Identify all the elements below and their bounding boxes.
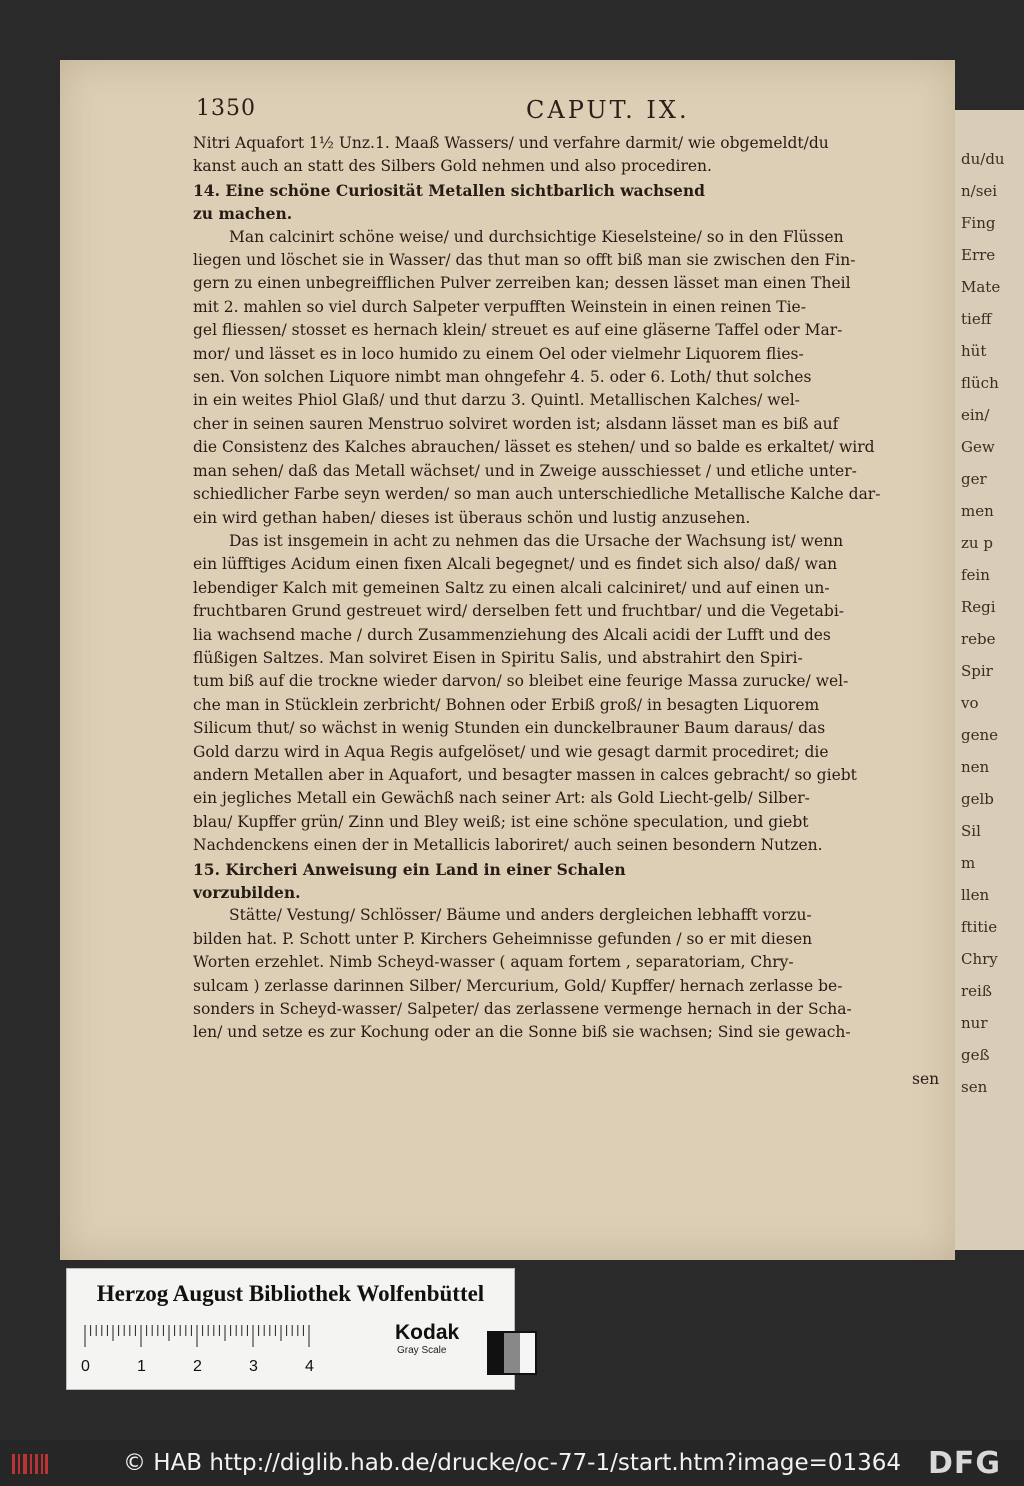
text-line: ein wird gethan haben/ dieses ist überaus schön und lustig anzusehen. xyxy=(193,508,751,527)
paragraph xyxy=(193,530,943,858)
facing-page-fragment: nur xyxy=(961,1014,988,1032)
facing-page-fragment: ein/ xyxy=(961,406,990,424)
facing-page-fragment: sen xyxy=(961,1078,988,1096)
facing-page-fragment: Sil xyxy=(961,822,981,840)
facing-page-fragment: tieff xyxy=(961,310,992,328)
text-line: ein jegliches Metall ein Gewächß nach seiner Art: als Gold Liecht-gelb/ Silber- xyxy=(193,789,810,808)
copyright-url: © HAB http://diglib.hab.de/drucke/oc-77-1/start.htm?image=01364 xyxy=(122,1450,902,1476)
text-line: Nachdenckens einen der in Metallicis laboriret/ auch seinen besondern Nutzen. xyxy=(193,836,823,855)
facing-page-fragment: Regi xyxy=(961,598,996,616)
text-line: sulcam ) zerlasse darinnen Silber/ Mercurium, Gold/ Kupffer/ hernach zerlasse be- xyxy=(193,976,843,995)
text-line: lia wachsend mache / durch Zusammenziehung des Alcali acidi der Lufft und des xyxy=(193,625,831,644)
facing-page-fragment: hüt xyxy=(961,342,987,360)
section-heading-14 xyxy=(193,179,943,226)
text-line: lebendiger Kalch mit gemeinen Saltz zu einen alcali calciniret/ und auf einen un- xyxy=(193,578,830,597)
text-line: flüßigen Saltzes. Man solviret Eisen in Spiritu Salis, und abstrahirt den Spiri- xyxy=(193,648,803,667)
text-line: tum biß auf die trockne wieder darvon/ so bleibet eine feurige Massa zurucke/ wel- xyxy=(193,672,849,691)
ruler-number: 2 xyxy=(193,1358,202,1375)
facing-page-fragment: gene xyxy=(961,726,999,744)
gray-scale-label: Gray Scale xyxy=(397,1345,447,1356)
text-line: ein lüfftiges Acidum einen fixen Alcali begegnet/ und es findet sich also/ daß/ wan xyxy=(193,555,838,574)
text-line: gel fliessen/ stosset es hernach klein/ streuet es auf eine gläserne Taffel oder Mar- xyxy=(193,321,843,340)
facing-page-fragment: vo xyxy=(961,694,979,712)
facing-page-fragment: fein xyxy=(961,566,990,584)
text-line: Nitri Aquafort 1½ Unz.1. Maaß Wassers/ und verfahre darmit/ wie obgemeldt/du xyxy=(193,134,829,152)
paragraph xyxy=(193,904,943,1044)
text-line: liegen und löschet sie in Wasser/ das thut man so offt biß man sie zwischen den Fin- xyxy=(193,251,856,270)
gray-patch xyxy=(520,1333,535,1373)
facing-page-fragment: men xyxy=(961,502,994,520)
text-line: fruchtbaren Grund gestreuet wird/ derselben fett und fruchtbar/ und die Vegetabi- xyxy=(193,602,845,621)
facing-page-fragment: llen xyxy=(961,886,990,904)
text-line: sonders in Scheyd-wasser/ Salpeter/ das zerlassene vermenge hernach in der Scha- xyxy=(193,1000,852,1019)
paragraph xyxy=(193,226,943,530)
text-line: mit 2. mahlen so viel durch Salpeter verpufften Weinstein in einen reinen Tie- xyxy=(193,297,806,316)
text-line: len/ und setze es zur Kochung oder an die Sonne biß sie wachsen; Sind sie gewach- xyxy=(193,1023,851,1042)
gray-scale-patches xyxy=(487,1331,537,1375)
facing-page-fragment: nen xyxy=(961,758,990,776)
heading-line: zu machen. xyxy=(193,204,293,224)
facing-page-fragment: Spir xyxy=(961,662,993,680)
text-line: man sehen/ daß das Metall wächset/ und in Zweige ausschiesset / und etliche unter- xyxy=(193,461,857,480)
catchword: sen xyxy=(912,1070,940,1088)
text-line: bilden hat. P. Schott unter P. Kirchers Geheimnisse gefunden / so er mit diesen xyxy=(193,929,813,948)
text-line: cher in seinen sauren Menstruo solviret worden ist; alsdann lässet man es biß auf xyxy=(193,414,839,433)
text-line: schiedlicher Farbe seyn werden/ so man auch unterschiedliche Metallische Kalche dar- xyxy=(193,485,881,504)
facing-page-fragment: gelb xyxy=(961,790,994,808)
facing-page-fragment: ger xyxy=(961,470,987,488)
page-text xyxy=(193,132,943,1045)
facing-page-fragment: flüch xyxy=(961,374,999,392)
text-line: Worten erzehlet. Nimb Scheyd-wasser ( aquam fortem , separatoriam, Chry- xyxy=(193,953,794,972)
ruler-number: 4 xyxy=(305,1358,314,1375)
section-heading-15 xyxy=(193,858,943,905)
facing-page-fragment: ftitie xyxy=(961,918,998,936)
facing-page-fragment: Mate xyxy=(961,278,1001,296)
text-line: sen. Von solchen Liquore nimbt man ohngefehr 4. 5. oder 6. Loth/ thut solches xyxy=(193,368,812,387)
running-head: CAPUT. IX. xyxy=(526,96,690,124)
facing-page-fragment: Fing xyxy=(961,214,996,232)
facing-page-fragment: geß xyxy=(961,1046,990,1064)
ruler-graphic xyxy=(79,1323,379,1379)
continuation-paragraph xyxy=(193,132,943,179)
text-line: in ein weites Phiol Glaß/ und thut darzu 3. Quintl. Metallischen Kalches/ wel- xyxy=(193,391,800,410)
page-number: 1350 xyxy=(196,96,256,121)
text-line: Stätte/ Vestung/ Schlösser/ Bäume und anders dergleichen lebhafft vorzu- xyxy=(229,906,812,925)
text-line: che man in Stücklein zerbricht/ Bohnen oder Erbiß groß/ in besagten Liquorem xyxy=(193,695,820,714)
ruler-number: 0 xyxy=(81,1358,90,1375)
dfg-logo: DFG xyxy=(928,1446,1002,1481)
heading-line: 14. Eine schöne Curiosität Metallen sichtbarlich wachsend xyxy=(193,180,705,200)
library-name: Herzog August Bibliothek Wolfenbüttel xyxy=(96,1281,485,1306)
scale-ruler xyxy=(79,1323,379,1379)
facing-page-fragment: zu p xyxy=(961,534,993,552)
footer-bar xyxy=(0,1440,1024,1486)
gray-patch xyxy=(504,1333,519,1373)
text-line: Man calcinirt schöne weise/ und durchsichtige Kieselsteine/ so in den Flüssen xyxy=(229,227,844,246)
text-line: mor/ und lässet es in loco humido zu einem Oel oder vielmehr Liquorem flies- xyxy=(193,344,804,363)
facing-page-fragment: m xyxy=(961,854,976,872)
text-line: kanst auch an statt des Silbers Gold nehmen und also procediren. xyxy=(193,157,712,176)
text-line: gern zu einen unbegreifflichen Pulver zerreiben kan; dessen lässet man einen Theil xyxy=(193,274,851,293)
kodak-logo-text: Kodak xyxy=(395,1321,460,1344)
facing-page-fragment: Erre xyxy=(961,246,996,264)
page-header xyxy=(196,96,936,130)
text-line: andern Metallen aber in Aquafort, und besagter massen in calces gebracht/ so giebt xyxy=(193,765,857,784)
text-line: Das ist insgemein in acht zu nehmen das die Ursache der Wachsung ist/ wenn xyxy=(229,531,844,550)
heading-line: 15. Kircheri Anweisung ein Land in einer Schalen xyxy=(193,859,626,879)
facing-page-fragment: reiß xyxy=(961,982,992,1000)
facing-page-fragment: du/du xyxy=(961,150,1005,168)
facing-page-edge xyxy=(955,110,1024,1250)
facing-page-fragment: rebe xyxy=(961,630,996,648)
gray-patch xyxy=(489,1333,504,1373)
text-line: blau/ Kupffer grün/ Zinn und Bley weiß; ist eine schöne speculation, und giebt xyxy=(193,812,809,831)
library-color-card xyxy=(66,1268,515,1390)
heading-line: vorzubilden. xyxy=(193,883,301,902)
ruler-number: 3 xyxy=(249,1358,258,1375)
facing-page-fragment: Chry xyxy=(961,950,998,968)
facing-page-fragment: Gew xyxy=(961,438,995,456)
text-line: die Consistenz des Kalches abrauchen/ lässet es stehen/ und so balde es erkaltet/ wird xyxy=(193,438,875,457)
text-line: Silicum thut/ so wächst in wenig Stunden ein dunckelbrauner Baum daraus/ das xyxy=(193,719,826,738)
facing-page-fragment: n/sei xyxy=(961,182,998,200)
ruler-number: 1 xyxy=(137,1358,146,1375)
book-page xyxy=(60,60,955,1260)
text-line: Gold darzu wird in Aqua Regis aufgelöset/ und wie gesagt darmit procediret; die xyxy=(193,742,829,761)
